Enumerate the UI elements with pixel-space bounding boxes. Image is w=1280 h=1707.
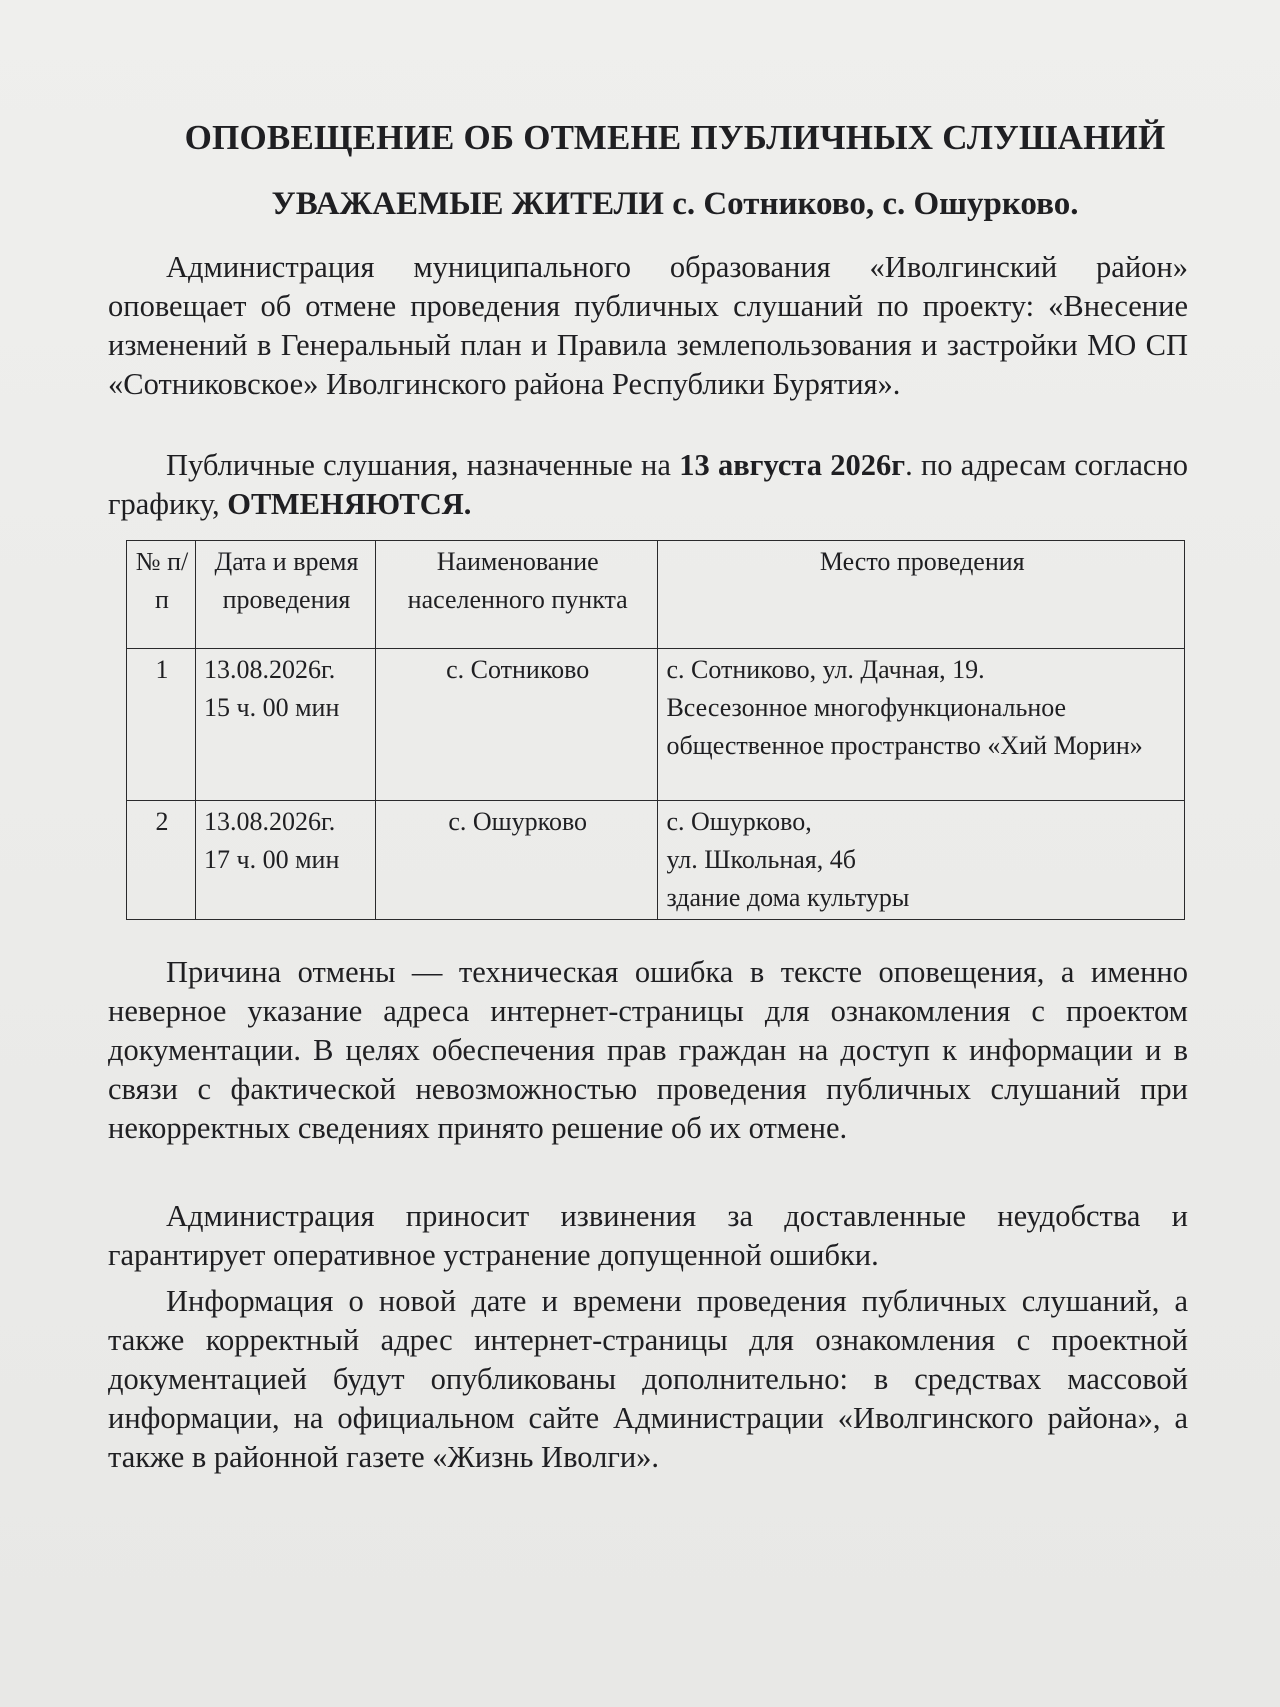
row-datetime: [196, 649, 376, 801]
row-num: 1: [127, 649, 196, 801]
row-venue: [658, 649, 1185, 801]
row-place: с. Ошурково: [375, 801, 658, 920]
row-time: 17 ч. 00 мин: [204, 845, 340, 874]
paragraph-apology: Администрация приносит извинения за доставленные неудобства и гарантирует оперативное устранение допущенной ошибки.: [108, 1199, 1188, 1272]
header-num: № п/п: [127, 541, 196, 649]
row-time: 15 ч. 00 мин: [204, 693, 340, 722]
paragraph-further-info: Информация о новой дате и времени проведения публичных слушаний, а также корректный адрес интернет-страницы для ознакомления с проектной документацией будут опубликованы дополнительно: в средствах массовой информации, на официальном сайте Администрации «Иволгинского района», а также в районной газете «Жизнь Иволги».: [108, 1284, 1188, 1474]
header-place: Наименование населенного пункта: [375, 541, 658, 649]
row-num: 2: [127, 801, 196, 920]
header-date: Дата и время проведения: [196, 541, 376, 649]
venue-line: с. Ошурково,: [666, 807, 812, 836]
row-date: 13.08.2026г.: [204, 807, 336, 836]
paragraph-reason: Причина отмены — техническая ошибка в тексте оповещения, а именно неверное указание адреса интернет-страницы для ознакомления с проектом документации. В целях обеспечения прав граждан на доступ к информации и в связи с фактической невозможностью проведения публичных слушаний при некорректных сведениях принято решение об их отмене.: [108, 955, 1188, 1145]
venue-line: ул. Школьная, 4б: [666, 845, 856, 874]
row-date: 13.08.2026г.: [204, 655, 336, 684]
venue-line: с. Сотниково, ул. Дачная, 19.: [666, 655, 985, 684]
row-datetime: [196, 801, 376, 920]
cancellation-text-1: Публичные слушания, назначенные на: [166, 448, 680, 482]
venue-line: здание дома культуры: [666, 883, 910, 912]
row-venue: [658, 801, 1185, 920]
venue-line: Всесезонное многофункциональное общественное пространство «Хий Морин»: [666, 693, 1143, 760]
table-header-row: [127, 541, 1185, 649]
document-title: ОПОВЕЩЕНИЕ ОБ ОТМЕНЕ ПУБЛИЧНЫХ СЛУШАНИЙ: [184, 118, 1166, 157]
table-row: [127, 649, 1185, 801]
header-venue: Место проведения: [658, 541, 1185, 649]
cancellation-text-2: . по адресам согласно графику,: [108, 448, 1189, 521]
row-place: с. Сотниково: [375, 649, 658, 801]
cancellation-date: 13 августа 2026г: [679, 448, 906, 482]
schedule-table: [126, 540, 1185, 920]
table-row: [127, 801, 1185, 920]
cancellation-word: ОТМЕНЯЮТСЯ.: [227, 487, 472, 521]
paragraph-cancellation: [108, 446, 1188, 524]
paragraph-announcement: Администрация муниципального образования «Иволгинский район» оповещает об отмене проведения публичных слушаний по проекту: «Внесение изменений в Генеральный план и Правила землепользования и застройки МО СП «Сотниковское» Иволгинского района Республики Бурятия».: [108, 250, 1188, 401]
document-subtitle: УВАЖАЕМЫЕ ЖИТЕЛИ с. Сотниково, с. Ошурково.: [271, 186, 1079, 222]
